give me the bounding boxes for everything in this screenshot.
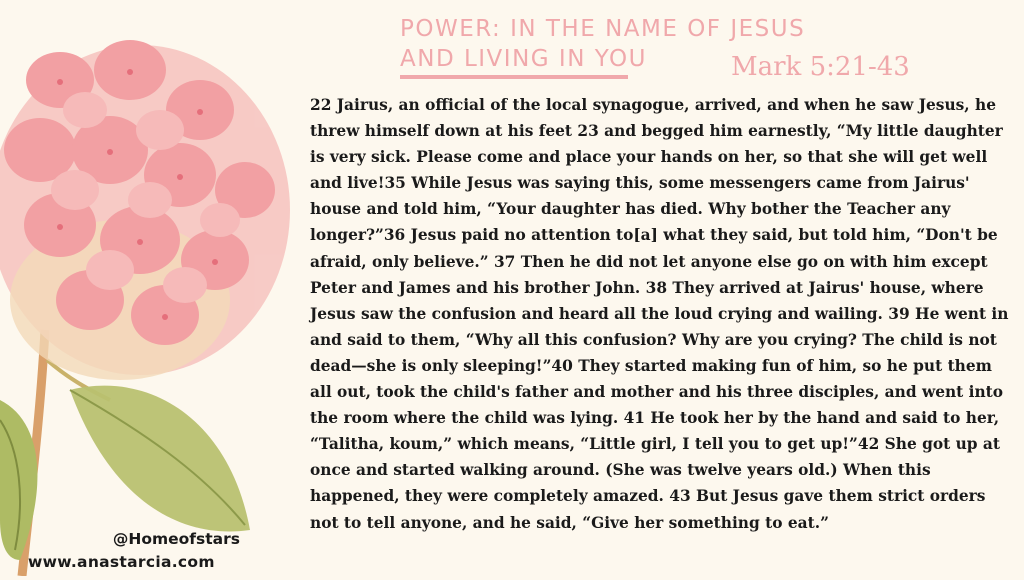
flower-icon — [0, 0, 320, 576]
website-url: www.anastarcia.com — [28, 553, 215, 571]
title-line-2: AND LIVING IN YOU — [400, 46, 647, 72]
social-handle: @Homeofstars — [112, 530, 240, 548]
title-underline — [400, 75, 628, 79]
scripture-reference: Mark 5:21-43 — [731, 52, 910, 82]
title-line-1: POWER: IN THE NAME OF JESUS — [400, 16, 806, 42]
hydrangea-illustration — [0, 0, 320, 576]
scripture-text: 22 Jairus, an official of the local synagogue, arrived, and when he saw Jesus, he threw himself down at his feet 23 and begged him earnestly, “My little daughter is very sick. Please come and place your hands on her, so that she will get well and live!35 While Jesus was saying this, some messengers came from Jairus' house and told him, “Your daughter has died. Why bother the Teacher any longer?”36 Jesus paid no attention to[a] what they said, but told him, “Don't be afraid, only believe.” 37 Then he did not let anyone else go on with him except Peter and James and his brother John. 38 They arrived at Jairus' house, where Jesus saw the confusion and heard all the loud crying and wailing. 39 He went in and said to them, “Why all this confusion? Why are you crying? The child is not dead—she is only sleeping!”40 They started making fun of him, so he put them all out, took the child's father and mother and his three disciples, and went into the room where the child was lying. 41 He took her by the hand and said to her, “Talitha, koum,” which means, “Little girl, I tell you to get up!”42 She got up at once and started walking around. (She was twelve years old.) When this happened, they were completely amazed. 43 But Jesus gave them strict orders not to tell anyone, and he said, “Give her something to eat.” — [310, 96, 1009, 532]
